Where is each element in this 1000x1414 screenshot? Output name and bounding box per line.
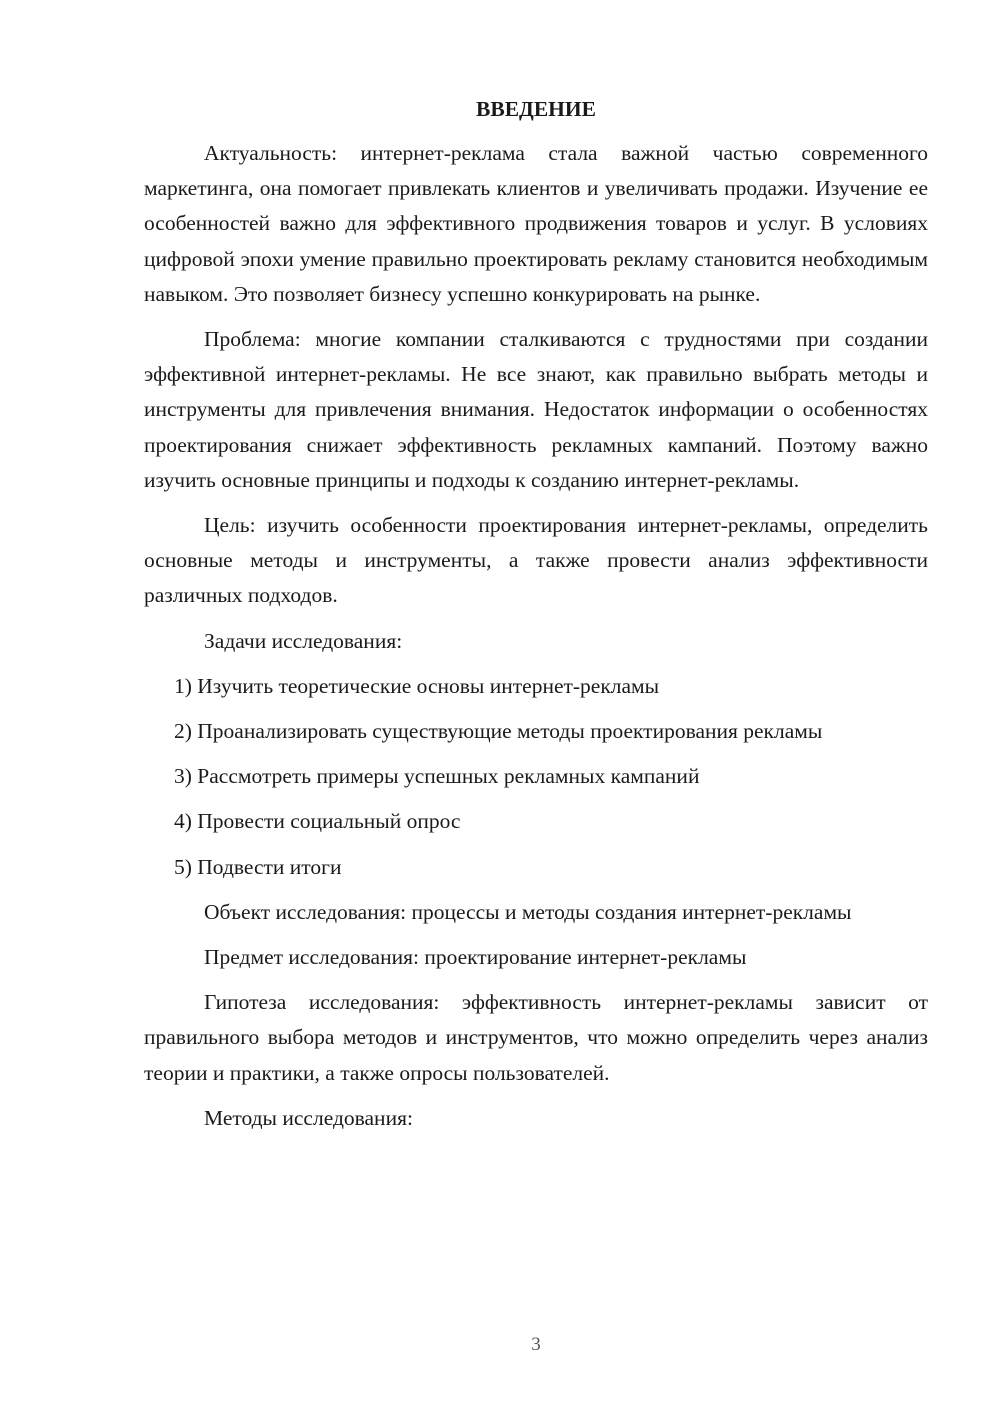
task-item: 2) Проанализировать существующие методы проектирования рекламы [174,719,823,744]
tasks-title: Задачи исследования: [204,628,403,653]
task-item: 5) Подвести итоги [174,854,342,879]
task-item: 3) Рассмотреть примеры успешных рекламных кампаний [174,764,700,789]
goal-paragraph: Цель: изучить особенности проектирования интернет-рекламы, определить основные методы и инструменты, а также провести анализ эффективности различных подходов. [144,513,928,608]
task-item: 1) Изучить теоретические основы интернет-рекламы [174,673,660,698]
page-body [144,92,928,1146]
problem-paragraph: Проблема: многие компании сталкиваются с трудностями при создании эффективной интернет-рекламы. Не все знают, как правильно выбрать методы и инструменты для привлечения внимания. Недостаток информации о особенностях проектирования снижает эффективность рекламных кампаний. Поэтому важно изучить основные принципы и подходы к созданию интернет-рекламы. [144,327,928,492]
task-item: 4) Провести социальный опрос [174,809,461,834]
hypothesis-paragraph: Гипотеза исследования: эффективность интернет-рекламы зависит от правильного выбора методов и инструментов, что можно определить через анализ теории и практики, а также опросы пользователей. [144,990,928,1085]
methods-title: Методы исследования: [204,1105,413,1130]
relevance-paragraph: Актуальность: интернет-реклама стала важной частью современного маркетинга, она помогает привлекать клиентов и увеличивать продажи. Изучение ее особенностей важно для эффективного продвижения товаров и услуг. В условиях цифровой эпохи умение правильно проектировать рекламу становится необходимым навыком. Это позволяет бизнесу успешно конкурировать на рынке. [144,141,928,306]
page-number: 3 [531,1334,541,1355]
section-heading: ВВЕДЕНИЕ [476,97,596,121]
object-paragraph: Объект исследования: процессы и методы создания интернет-рекламы [204,899,852,924]
subject-paragraph: Предмет исследования: проектирование интернет-рекламы [204,945,747,970]
tasks-list [144,669,928,885]
